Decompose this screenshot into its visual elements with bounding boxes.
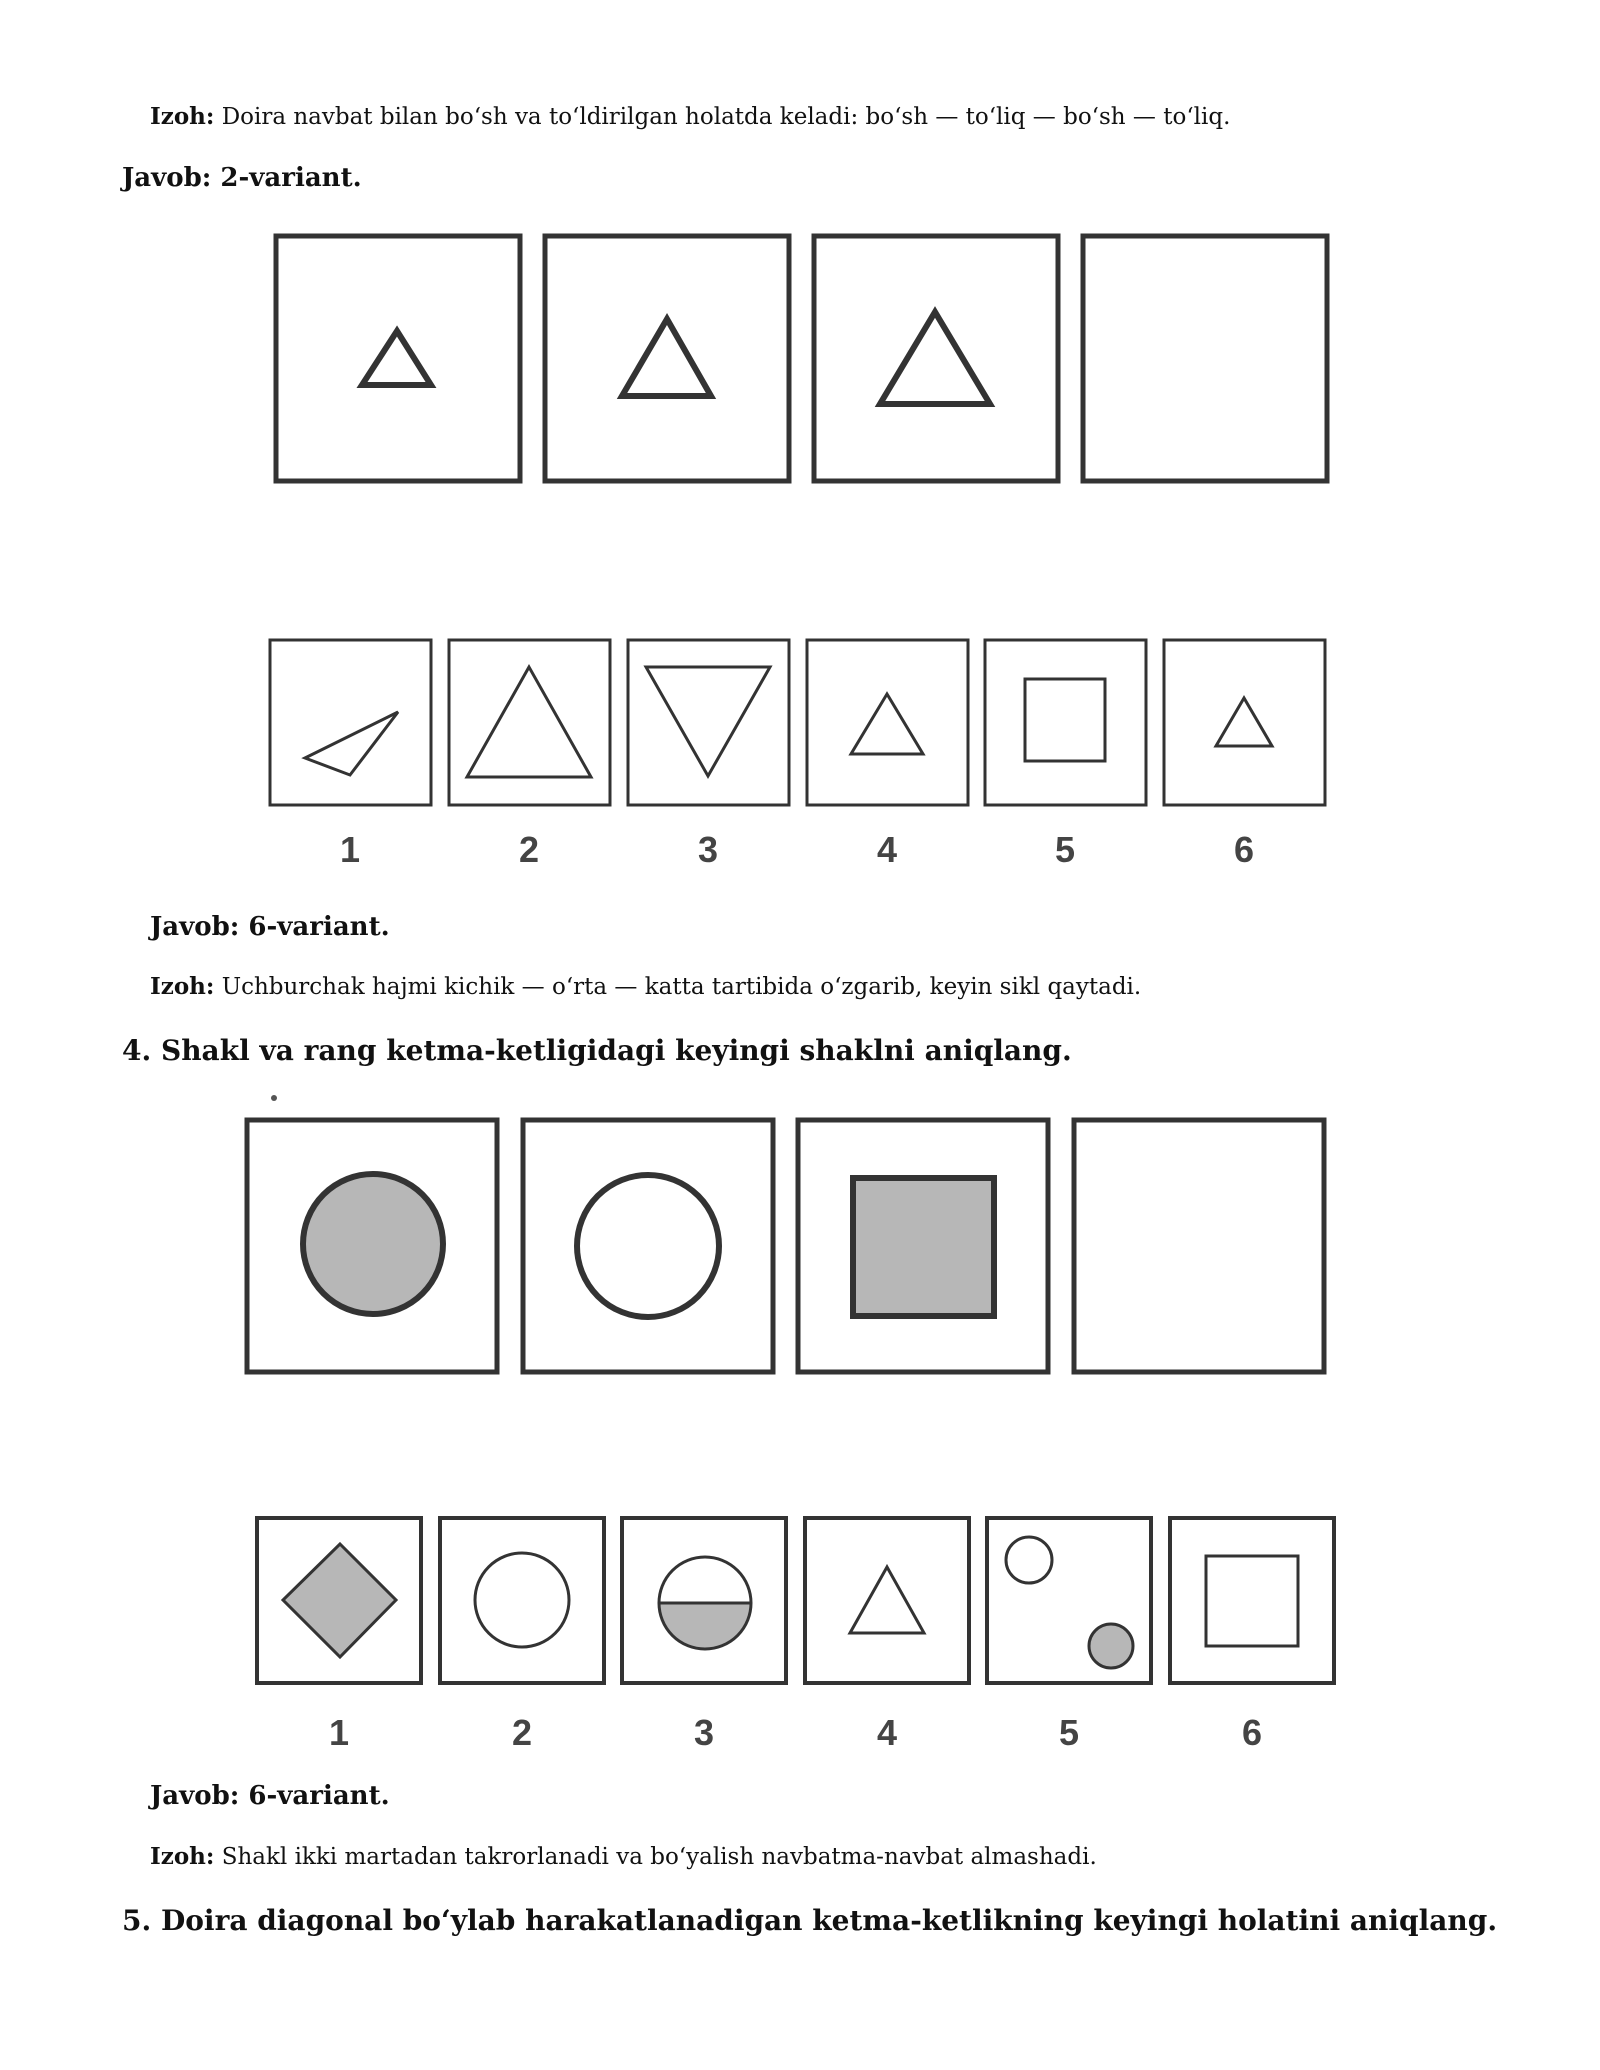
note-label: Izoh: (150, 103, 215, 130)
option-box-3 (622, 1518, 786, 1683)
option-3-half-filled-circle (659, 1603, 751, 1649)
option-4-triangle (850, 1567, 924, 1633)
option-number-6: 6 (1241, 1712, 1263, 1753)
option-number-2: 2 (511, 1712, 533, 1753)
filled-square (853, 1178, 994, 1316)
note-line-3 (150, 1842, 1097, 1872)
option-number-1: 1 (328, 1712, 350, 1753)
option-5-small-filled-circle (1089, 1624, 1133, 1668)
option-number-1: 1 (339, 829, 361, 870)
sequence-box-2 (523, 1120, 773, 1372)
option-6-empty-square (1206, 1556, 1298, 1646)
option-number-6: 6 (1233, 829, 1255, 870)
sequence-box-empty (1074, 1120, 1324, 1372)
option-1-filled-diamond (283, 1544, 396, 1657)
option-number-5: 5 (1058, 1712, 1080, 1753)
answer-2: Javob: 6-variant. (150, 912, 390, 942)
answer-3: Javob: 6-variant. (150, 1781, 390, 1811)
empty-circle (577, 1175, 719, 1317)
option-number-4: 4 (876, 1712, 898, 1753)
question-5: 5. Doira diagonal bo‘ylab harakatlanadigan ketma-ketlikning keyingi holatini aniqlang. (122, 1904, 1498, 1937)
option-2-empty-circle (475, 1553, 569, 1647)
note-text: Doira navbat bilan bo‘sh va to‘ldirilgan holatda keladi: bo‘sh — to‘liq — bo‘sh — to‘liq. (221, 104, 1231, 130)
answer-1: Javob: 2-variant. (122, 163, 362, 193)
question-4: 4. Shakl va rang ketma-ketligidagi keyingi shaklni aniqlang. (122, 1034, 1072, 1067)
filled-circle (303, 1174, 443, 1314)
stray-dot (271, 1095, 277, 1101)
note-label: Izoh: (150, 973, 215, 1000)
note-text: Shakl ikki martadan takrorlanadi va bo‘yalish navbatma-navbat almashadi. (221, 1844, 1097, 1870)
option-number-5: 5 (1054, 829, 1076, 870)
note-label: Izoh: (150, 1843, 215, 1870)
option-number-2: 2 (518, 829, 540, 870)
option-box-2 (440, 1518, 604, 1683)
option-5-small-empty-circle (1006, 1537, 1052, 1583)
option-number-3: 3 (697, 829, 719, 870)
option-number-3: 3 (693, 1712, 715, 1753)
option-number-4: 4 (876, 829, 898, 870)
option-box-6 (1170, 1518, 1334, 1683)
note-text: Uchburchak hajmi kichik — o‘rta — katta tartibida o‘zgarib, keyin sikl qaytadi. (221, 974, 1142, 1000)
option-box-4 (805, 1518, 969, 1683)
